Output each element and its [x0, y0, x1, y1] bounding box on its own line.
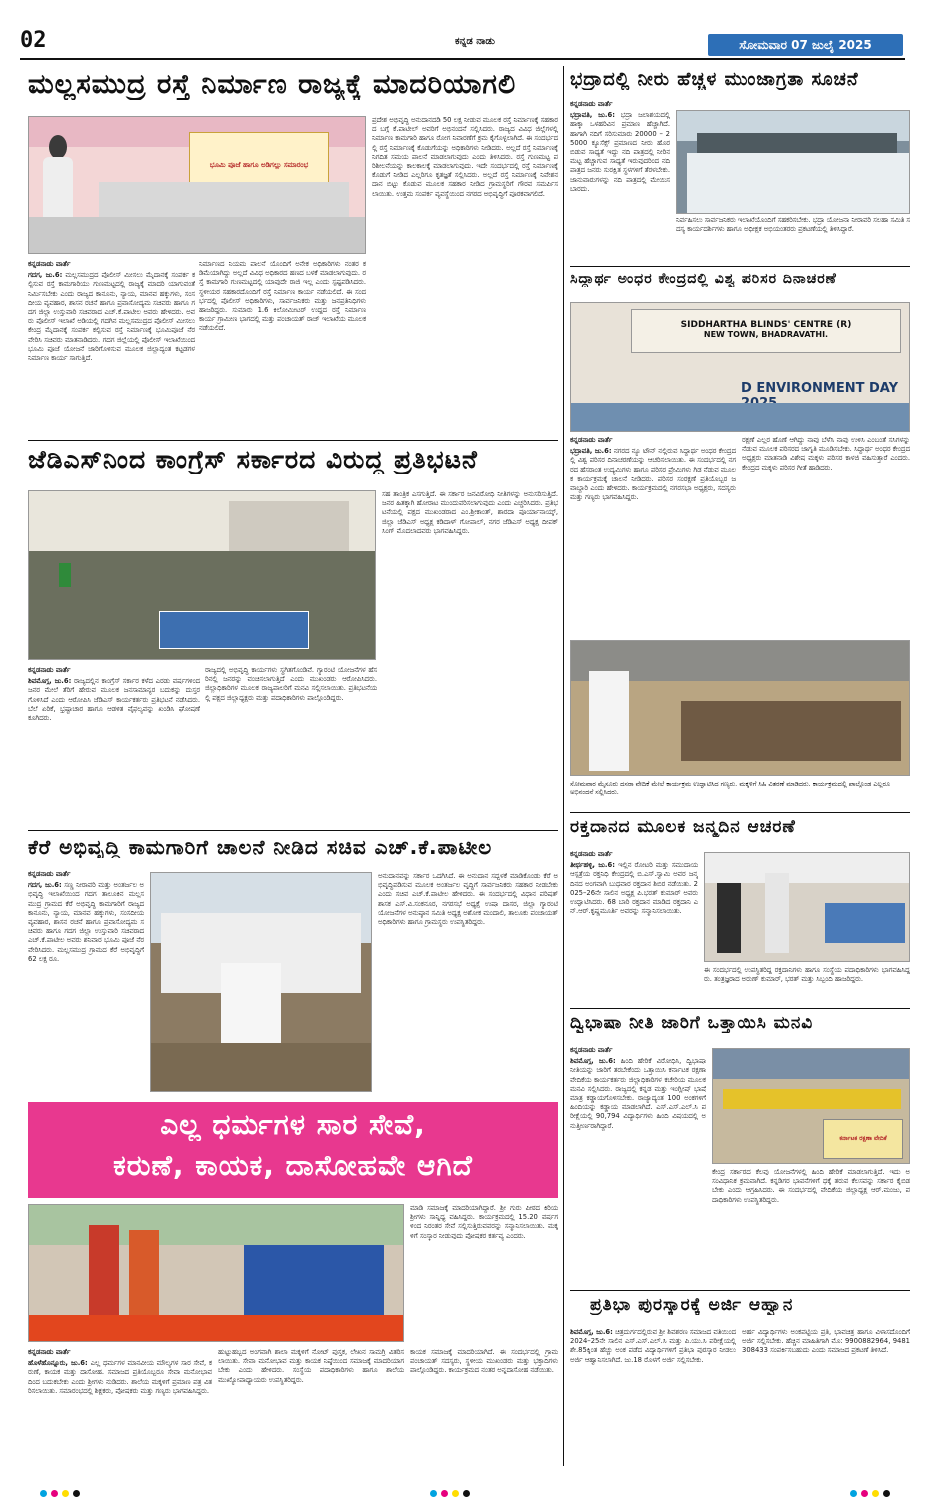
- blood-col: ಕನ್ನಡನಾಡು ವಾರ್ತೆ ತೀರ್ಥಹಳ್ಳಿ, ಜು.6: ಇಲ್ಲಿನ ರೋಟರಿ ಮತ್ತು ಸಮುದಾಯ ಆಸ್ಪತ್ರೆಯ ರಕ್ತನಿಧಿ ಕೇಂದ್ರದಲ್ಲಿ ಬಿ.ಎಸ್.ಸ್ವಾಮಿ ಅವರ ಜನ್ಮದಿನದ ಅಂಗವಾಗಿ ಬುಧವಾರ ರಕ್ತದಾನ ಶಿಬಿರ ನಡೆಯಿತು. 2025–26ನೇ ಸಾಲಿನ ಅಧ್ಯಕ್ಷ ಪಿ.ಭರತ್ ಕುಮಾರ್ ಅವರು ಉದ್ಘಾಟಿಸಿದರು. 68 ಬಾರಿ ರಕ್ತದಾನ ಮಾಡಿದ ರಕ್ತದಾನಿ ಎನ್.ಆರ್.ಕೃಷ್ಣಮೂರ್ತಿ ಅವರನ್ನು ಸನ್ಮಾನಿಸಲಾಯಿತು.: [570, 850, 698, 916]
- protest-col1: ಕನ್ನಡನಾಡು ವಾರ್ತೆ ಶಿವಮೊಗ್ಗ, ಜು.6: ರಾಜ್ಯದಲ್ಲಿನ ಕಾಂಗ್ರೆಸ್ ಸರ್ಕಾರ ಕಳೆದ ಎರಡು ವರ್ಷಗಳಿಂದ ಜನರ ಮೇಲೆ ತೆರಿಗೆ ಹೇರುವ ಮೂಲಕ ಜನಸಾಮಾನ್ಯರ ಬದುಕನ್ನು ದುಸ್ತರಗೊಳಿಸಿದೆ ಎಂದು ಆರೋಪಿಸಿ ಜೆಡಿಎಸ್ ಕಾರ್ಯಕರ್ತರು ಪ್ರತಿಭಟನೆ ನಡೆಸಿದರು. ಬೆಲೆ ಏರಿಕೆ, ಭ್ರಷ್ಟಾಚಾರ ಹಾಗೂ ಆಡಳಿತ ವೈಫಲ್ಯವನ್ನು ಖಂಡಿಸಿ ಘೋಷಣೆ ಕೂಗಿದರು.: [28, 666, 200, 723]
- award-col2: ಅರ್ಹ ವಿದ್ಯಾರ್ಥಿಗಳು ಅಂಕಪಟ್ಟಿಯ ಪ್ರತಿ, ಭಾವಚಿತ್ರ ಹಾಗೂ ವಿಳಾಸದೊಂದಿಗೆ ಅರ್ಜಿ ಸಲ್ಲಿಸಬೇಕು. ಹೆಚ್ಚಿನ ಮಾಹಿತಿಗಾಗಿ ಮೊ: 9900882964, 9481308433 ಸಂಪರ್ಕಿಸಬಹುದು ಎಂದು ಸಮಾಜದ ಪ್ರಕಟಣೆ ತಿಳಿಸಿದೆ.: [742, 1328, 910, 1355]
- env-banner-line3: D ENVIRONMENT DAY: [741, 381, 899, 396]
- water-col-bottom: ನಿರ್ವಹಿಸಲು ಸಾರ್ವಜನಿಕರು ಇಲಾಖೆಯೊಂದಿಗೆ ಸಹಕರಿಸಬೇಕು. ಭದ್ರಾ ಯೋಜನಾ ನೀರಾವರಿ ಸಲಹಾ ಸಮಿತಿ ಸದಸ್ಯ ಕಾರ್ಯದರ್ಶಿಗಳು ಹಾಗೂ ಅಧೀಕ್ಷಕ ಅಭಿಯಂತರರು ಪ್ರಕಟಣೆಯಲ್ಲಿ ತಿಳಿಸಿದ್ದಾರೆ.: [676, 216, 910, 234]
- dharma-photo: [28, 1204, 404, 1342]
- paper-name: ಕನ್ನಡ ನಾಡು: [455, 36, 495, 47]
- cmyk-marks-center: [430, 1482, 474, 1501]
- env-photo-2: [570, 640, 910, 776]
- env-col1: ಕನ್ನಡನಾಡು ವಾರ್ತೆ ಭದ್ರಾವತಿ, ಜು.6: ನಗರದ ನ್ಯೂ ಟೌನ್ ನಲ್ಲಿರುವ ಸಿದ್ಧಾರ್ಥ ಅಂಧರ ಕೇಂದ್ರದಲ್ಲಿ ವಿಶ್ವ ಪರಿಸರ ದಿನಾಚರಣೆಯನ್ನು ಆಚರಿಸಲಾಯಿತು. ಈ ಸಂದರ್ಭದಲ್ಲಿ ನಗರದ ಹೆಸರಾಂತ ಉದ್ಯಮಿಗಳು ಹಾಗೂ ಪರಿಸರ ಪ್ರೇಮಿಗಳು ಗಿಡ ನೆಡುವ ಮೂಲಕ ಕಾರ್ಯಕ್ರಮಕ್ಕೆ ಚಾಲನೆ ನೀಡಿದರು. ಪರಿಸರ ಸಂರಕ್ಷಣೆ ಪ್ರತಿಯೊಬ್ಬರ ಜವಾಬ್ದಾರಿ ಎಂದು ಹೇಳಿದರು. ಕಾರ್ಯಕ್ರಮದಲ್ಲಿ ನಗರಸಭಾ ಅಧ್ಯಕ್ಷರು, ಸದಸ್ಯರು ಮತ್ತು ಗಣ್ಯರು ಭಾಗವಹಿಸಿದ್ದರು.: [570, 436, 736, 502]
- road-col3: ಪ್ರದೇಶ ಅಭಿವೃದ್ಧಿ ಅನುದಾನದಡಿ 50 ಲಕ್ಷ ನೀಡುವ ಮೂಲಕ ರಸ್ತೆ ನಿರ್ಮಾಣಕ್ಕೆ ಸಹಕಾರದ ಬಗ್ಗೆ ಕೆ.ಪಾಟೀಲ್ ಅವರಿಗೆ ಅಭಿನಂದನೆ ಸಲ್ಲಿಸಿದರು. ರಾಜ್ಯದ ವಿವಿಧ ಜಿಲ್ಲೆಗಳಲ್ಲಿ ನಿರ್ಮಾಣ ಕಾಮಗಾರಿ ಹಾಗೂ ರೋಗ ನಿವಾರಣೆಗೆ ಕ್ರಮ ಕೈಗೊಳ್ಳಲಾಗಿದೆ. ಈ ಸಂದರ್ಭದಲ್ಲಿ ರಸ್ತೆ ನಿರ್ಮಾಣಕ್ಕೆ ಕೊಡುಗೆಯನ್ನು ಅಧಿಕಾರಿಗಳು ನೀಡಿದರು. ಅಲ್ಲದೆ ರಸ್ತೆ ನಿರ್ಮಾಣಕ್ಕೆ ನಿಗದಿತ ಸಮಯ ಪಾಲನೆ ಮಾಡಲಾಗುವುದು ಎಂದು ತಿಳಿಸಿದರು. ರಸ್ತೆ ಗುಣಮಟ್ಟ ಪರಿಶೀಲನೆಯನ್ನು ಕಾಲಕಾಲಕ್ಕೆ ಮಾಡಲಾಗುವುದು. ಇದೇ ಸಂದರ್ಭದಲ್ಲಿ ರಸ್ತೆ ನಿರ್ಮಾಣಕ್ಕೆ ಕೊಡುಗೆ ನೀಡಿದ ಎಲ್ಲರಿಗೂ ಕೃತಜ್ಞತೆ ಸಲ್ಲಿಸಿದರು. ಅಲ್ಲದೆ ರಸ್ತೆ ನಿರ್ಮಾಣಕ್ಕೆ ನಿವೇಶನ ದಾನ ಬಿಟ್ಟು ಕೊಡುವ ಮೂಲಕ ಸಹಕಾರ ನೀಡಿದ ಗ್ರಾಮಸ್ಥರಿಗೆ ಗೌರವ ಸಮರ್ಪಿಸಲಾಯಿತು. ಉತ್ತಮ ಸಂಪರ್ಕ ವ್ಯವಸ್ಥೆಯಿಂದ ನಗರದ ಅಭಿವೃದ್ಧಿಗೆ ಪೂರಕವಾಗಲಿದೆ.: [372, 116, 558, 198]
- dharma-col4: ಕಾಯಕ ಸಮಾಜಕ್ಕೆ ಮಾದರಿಯಾಗಿದೆ. ಈ ಸಂದರ್ಭದಲ್ಲಿ ಗ್ರಾಮ ಪಂಚಾಯತ್ ಸದಸ್ಯರು, ಸ್ಥಳೀಯ ಮುಖಂಡರು ಮತ್ತು ಭಕ್ತಾದಿಗಳು ಪಾಲ್ಗೊಂಡಿದ್ದರು. ಕಾರ್ಯಕ್ರಮದ ನಂತರ ಅನ್ನದಾಸೋಹ ನಡೆಯಿತು.: [410, 1348, 558, 1375]
- bilingual-col2: ಕೇಂದ್ರ ಸರ್ಕಾರದ ಕೆಲವು ಯೋಜನೆಗಳಲ್ಲಿ ಹಿಂದಿ ಹೇರಿಕೆ ಮಾಡಲಾಗುತ್ತಿದೆ. ಇದು ಅಸಂವಿಧಾನಿಕ ಕ್ರಮವಾಗಿದೆ. ಕನ್ನಡಿಗರ ಭಾವನೆಗಳಿಗೆ ಧಕ್ಕೆ ತರುವ ಕೆಲಸವನ್ನು ಸರ್ಕಾರ ಕೈಬಿಡಬೇಕು ಎಂದು ಆಗ್ರಹಿಸಿದರು. ಈ ಸಂದರ್ಭದಲ್ಲಿ ವೇದಿಕೆಯ ಜಿಲ್ಲಾಧ್ಯಕ್ಷ ಆರ್.ಮಂಜು, ಪದಾಧಿಕಾರಿಗಳು ಉಪಸ್ಥಿತರಿದ್ದರು.: [712, 1168, 910, 1204]
- blood-col2: ಈ ಸಂದರ್ಭದಲ್ಲಿ ಉಪಸ್ಥಿತರಿದ್ದ ರಕ್ತದಾನಿಗಳು ಹಾಗೂ ಸಂಸ್ಥೆಯ ಪದಾಧಿಕಾರಿಗಳು ಭಾಗವಹಿಸಿದ್ದರು. ತಂತ್ರಜ್ಞರಾದ ಅರುಣ್ ಕುಮಾರ್, ಭರತ್ ಮತ್ತು ಸಿಬ್ಬಂದಿ ಹಾಜರಿದ್ದರು.: [704, 966, 910, 984]
- lake-col2: ಅನುದಾನವನ್ನು ಸರ್ಕಾರ ಒದಗಿಸಿದೆ. ಈ ಅನುದಾನ ಸದ್ಬಳಕೆ ಮಾಡಿಕೊಂಡು ಕೆರೆ ಅಭಿವೃದ್ಧಿಪಡಿಸುವ ಮೂಲಕ ಅಂತರ್ಜಲ ವೃದ್ಧಿಗೆ ಸಾರ್ವಜನಿಕರು ಸಹಕಾರ ನೀಡಬೇಕು ಎಂದು ಸಚಿವ ಎಚ್.ಕೆ.ಪಾಟೀಲ ಹೇಳಿದರು. ಈ ಸಂದರ್ಭದಲ್ಲಿ ವಿಧಾನ ಪರಿಷತ್ ಶಾಸಕ ಎಸ್.ವಿ.ಸಂಕನೂರ, ನಗರಸಭೆ ಅಧ್ಯಕ್ಷೆ ಉಷಾ ದಾಸರ, ಜಿಲ್ಲಾ ಗ್ಯಾರಂಟಿ ಯೋಜನೆಗಳ ಅನುಷ್ಠಾನ ಸಮಿತಿ ಅಧ್ಯಕ್ಷ ಅಶೋಕ ಮಂದಾಲಿ, ತಾಲೂಕು ಪಂಚಾಯತ್ ಅಧಿಕಾರಿಗಳು ಹಾಗೂ ಗ್ರಾಮಸ್ಥರು ಉಪಸ್ಥಿತರಿದ್ದರು.: [378, 872, 558, 927]
- lake-photo: [150, 872, 372, 1092]
- env-photo: [570, 302, 910, 432]
- bilingual-headline: ದ್ವಿಭಾಷಾ ನೀತಿ ಜಾರಿಗೆ ಒತ್ತಾಯಿಸಿ ಮನವಿ: [570, 1014, 814, 1033]
- protest-col3: ಸಹ ತಾಂತ್ರಿಕ ಎಸಗುತ್ತಿದೆ. ಈ ಸರ್ಕಾರ ಜನವಿರೋಧಿ ನೀತಿಗಳನ್ನು ಅನುಸರಿಸುತ್ತಿದೆ. ಜನರ ಹಿತಕ್ಕಾಗಿ ಹೋರಾಟ ಮುಂದುವರಿಸಲಾಗುವುದು ಎಂದು ಎಚ್ಚರಿಸಿದರು. ಪ್ರತಿಭಟನೆಯಲ್ಲಿ ಪಕ್ಷದ ಮುಖಂಡರಾದ ಎಂ.ಶ್ರೀಕಾಂತ್, ಶಾರದಾ ಪೂರ್ಯಾನಾಯ್ಕ್, ಜಿಲ್ಲಾ ಜೆಡಿಎಸ್ ಅಧ್ಯಕ್ಷ ಕಡಿದಾಳ್ ಗೋಪಾಲ್, ನಗರ ಜೆಡಿಎಸ್ ಅಧ್ಯಕ್ಷ ದೀಪಕ್ ಸಿಂಗ್ ಮೊದಲಾದವರು ಭಾಗವಹಿಸಿದ್ದರು.: [382, 490, 558, 535]
- date-box: ಸೋಮವಾರ 07 ಜುಲೈ 2025: [708, 34, 903, 56]
- award-headline: ಪ್ರತಿಭಾ ಪುರಸ್ಕಾರಕ್ಕೆ ಅರ್ಜಿ ಆಹ್ವಾನ: [590, 1296, 794, 1315]
- dharma-headline-line2: ಕರುಣೆ, ಕಾಯಕ, ದಾಸೋಹವೇ ಆಗಿದೆ: [113, 1150, 473, 1182]
- road-headline: ಮಲ್ಲಸಮುದ್ರ ರಸ್ತೆ ನಿರ್ಮಾಣ ರಾಜ್ಯಕ್ಕೆ ಮಾದರಿಯಾಗಲಿ: [28, 70, 517, 100]
- dam-photo: [676, 110, 910, 214]
- env-headline: ಸಿದ್ಧಾರ್ಥ ಅಂಧರ ಕೇಂದ್ರದಲ್ಲಿ ವಿಶ್ವ ಪರಿಸರ ದಿನಾಚರಣೆ: [570, 272, 837, 287]
- env-col2: ರಕ್ಷಣೆ ಎಲ್ಲರ ಹೊಣೆ ಆಗಿದ್ದು ನಾವು ಬೆಳೆಸಿ ನಾವು ಉಳಿಸಿ ಎಂಬಂತೆ ಸಸಿಗಳನ್ನು ನೆಡುವ ಮೂಲಕ ಪರಿಸರದ ಜಾಗೃತಿ ಮೂಡಿಸಬೇಕು. ಸಿದ್ಧಾರ್ಥ ಅಂಧರ ಕೇಂದ್ರದ ಅಧ್ಯಕ್ಷರು ಮಾತನಾಡಿ ವಿಶೇಷ ಮಕ್ಕಳು ಪರಿಸರ ಕಾಳಜಿ ವಹಿಸುತ್ತಾರೆ ಎಂದರು. ಕೇಂದ್ರದ ಮಕ್ಕಳು ಪರಿಸರ ಗೀತೆ ಹಾಡಿದರು.: [742, 436, 910, 472]
- env-caption: ಸೋಮವಾರ ಮೈಸೂರು ದಸರಾ ವೇದಿಕೆ ಮೇಲೆ ಕಾರ್ಯಕ್ರಮ ಉದ್ಘಾಟಿಸಿದ ಗಣ್ಯರು. ಮಕ್ಕಳಿಗೆ ಸಿಹಿ ವಿತರಣೆ ಮಾಡಿದರು. ಕಾರ್ಯಕ್ರಮದಲ್ಲಿ ಪಾಲ್ಗೊಂಡ ಎಲ್ಲರೂ ಅಭಿನಂದನೆ ಸಲ್ಲಿಸಿದರು.: [570, 780, 891, 796]
- road-col2: ನಿರ್ಮಾಣದ ನಿಯಮ ಪಾಲನೆ ಯೊಂದಿಗೆ ಅನೇಕ ಅಧಿಕಾರಿಗಳು ನಂತರ ಕಡಿಮೆಯಾಗಿದ್ದು ಅಲ್ಲದೆ ವಿವಿಧ ಅಧಿಕಾರದ ಹಣದ ಬಳಕೆ ಮಾಡಲಾಗುವುದು. ರಸ್ತೆ ಕಾಮಗಾರಿ ಗುಣಮಟ್ಟದಲ್ಲಿ ಯಾವುದೇ ರಾಜಿ ಇಲ್ಲ ಎಂದು ಸ್ಪಷ್ಟಪಡಿಸಿದರು. ಸ್ಥಳೀಯರ ಸಹಕಾರದೊಂದಿಗೆ ರಸ್ತೆ ನಿರ್ಮಾಣ ಕಾರ್ಯ ನಡೆಯಲಿದೆ. ಈ ಸಂದರ್ಭದಲ್ಲಿ ಪೊಲೀಸ್ ಅಧಿಕಾರಿಗಳು, ಸಾರ್ವಜನಿಕರು ಮತ್ತು ಜನಪ್ರತಿನಿಧಿಗಳು ಹಾಜರಿದ್ದರು. ಸುಮಾರು 1.6 ಕಿಲೋಮೀಟರ್ ಉದ್ದದ ರಸ್ತೆ ನಿರ್ಮಾಣ ಕಾರ್ಯ ಗ್ರಾಮೀಣ ಭಾಗದಲ್ಲಿ ಮತ್ತು ಪಂಚಾಯತ್ ರಾಜ್ ಇಲಾಖೆಯ ಮೂಲಕ ನಡೆಯಲಿದೆ.: [199, 260, 366, 333]
- protest-photo: [28, 490, 376, 660]
- road-banner-text: ಭೂಮಿ ಪೂಜೆ ಹಾಗೂ ಅಡಿಗಲ್ಲು ಸಮಾರಂಭ: [209, 161, 309, 169]
- road-photo: [28, 116, 366, 254]
- lake-col1: ಕನ್ನಡನಾಡು ವಾರ್ತೆ ಗದಗ, ಜು.6: ಸಣ್ಣ ನೀರಾವರಿ ಮತ್ತು ಅಂತರ್ಜಲ ಅಭಿವೃದ್ಧಿ ಇಲಾಖೆಯಿಂದ ಗದಗ ತಾಲೂಕಿನ ಮಲ್ಲಸಮುದ್ರ ಗ್ರಾಮದ ಕೆರೆ ಅಭಿವೃದ್ಧಿ ಕಾಮಗಾರಿಗೆ ರಾಜ್ಯದ ಕಾನೂನು, ನ್ಯಾಯ, ಮಾನವ ಹಕ್ಕುಗಳು, ಸಂಸದೀಯ ವ್ಯವಹಾರ, ಶಾಸನ ರಚನೆ ಹಾಗೂ ಪ್ರವಾಸೋದ್ಯಮ ಸಚಿವರು ಹಾಗೂ ಗದಗ ಜಿಲ್ಲಾ ಉಸ್ತುವಾರಿ ಸಚಿವರಾದ ಎಚ್.ಕೆ.ಪಾಟೀಲ ಅವರು ಶನಿವಾರ ಭೂಮಿ ಪೂಜೆ ನೆರವೇರಿಸಿದರು. ಮಲ್ಲಸಮುದ್ರ ಗ್ರಾಮದ ಕೆರೆ ಅಭಿವೃದ್ಧಿಗೆ 62 ಲಕ್ಷ ರೂ.: [28, 870, 144, 963]
- award-col1: ಶಿವಮೊಗ್ಗ, ಜು.6: ಚಿತ್ರದುರ್ಗದಲ್ಲಿರುವ ಶ್ರೀ ಶಿವಶರಣ ಸಮಾಜದ ವತಿಯಿಂದ 2024–25ನೇ ಸಾಲಿನ ಎಸ್.ಎಸ್.ಎಲ್.ಸಿ ಮತ್ತು ಪಿ.ಯು.ಸಿ ಪರೀಕ್ಷೆಯಲ್ಲಿ ಶೇ.85ಕ್ಕಿಂತ ಹೆಚ್ಚು ಅಂಕ ಪಡೆದ ವಿದ್ಯಾರ್ಥಿಗಳಿಗೆ ಪ್ರತಿಭಾ ಪುರಸ್ಕಾರ ನೀಡಲು ಅರ್ಜಿ ಆಹ್ವಾನಿಸಲಾಗಿದೆ. ಜು.18 ರೊಳಗೆ ಅರ್ಜಿ ಸಲ್ಲಿಸಬೇಕು.: [570, 1328, 736, 1364]
- bilingual-photo: [712, 1048, 910, 1164]
- lake-headline: ಕೆರೆ ಅಭಿವೃದ್ಧಿ ಕಾಮಗಾರಿಗೆ ಚಾಲನೆ ನೀಡಿದ ಸಚಿವ ಎಚ್.ಕೆ.ಪಾಟೀಲ: [28, 836, 493, 858]
- masthead-rule: [20, 58, 905, 60]
- water-headline: ಭದ್ರಾದಲ್ಲಿ ನೀರು ಹೆಚ್ಚಳ ಮುಂಜಾಗ್ರತಾ ಸೂಚನೆ: [570, 70, 859, 90]
- blood-photo: [704, 852, 910, 962]
- water-col-top: ಕನ್ನಡನಾಡು ವಾರ್ತೆ ಭದ್ರಾವತಿ, ಜು.6: ಭದ್ರಾ ಜಲಾಶಯದಲ್ಲಿ ಹಾಕ್ಕಾ ಒಳಹರಿವಿನ ಪ್ರಮಾಣ ಹೆಚ್ಚಾಗಿದೆ. ಹಾಗಾಗಿ ನದಿಗೆ ಸರಿಸುಮಾರು 20000 – 25000 ಕ್ಯೂಸೆಕ್ಸ್ ಪ್ರಮಾಣದ ನೀರು ಹೊರಬಿಡುವ ಸಾಧ್ಯತೆ ಇದ್ದು ನದಿ ಪಾತ್ರದಲ್ಲಿ ನೀರಿನ ಮಟ್ಟ ಹೆಚ್ಚಾಗುವ ಸಾಧ್ಯತೆ ಇರುವುದರಿಂದ ನದಿ ಪಾತ್ರದ ಜನರು ಸುರಕ್ಷಿತ ಸ್ಥಳಗಳಿಗೆ ತೆರಳಬೇಕು. ಜಾನುವಾರುಗಳನ್ನು ನದಿ ಪಾತ್ರದಲ್ಲಿ ಮೇಯಿಸಬಾರದು.: [570, 100, 670, 193]
- page-number: 02: [20, 28, 47, 53]
- bilingual-col: ಕನ್ನಡನಾಡು ವಾರ್ತೆ ಶಿವಮೊಗ್ಗ, ಜು.6: ಹಿಂದಿ ಹೇರಿಕೆ ವಿರೋಧಿಸಿ, ದ್ವಿಭಾಷಾ ನೀತಿಯನ್ನು ಜಾರಿಗೆ ತರಬೇಕೆಂದು ಒತ್ತಾಯಿಸಿ ಕರ್ನಾಟಕ ರಕ್ಷಣಾ ವೇದಿಕೆಯ ಕಾರ್ಯಕರ್ತರು ಜಿಲ್ಲಾಧಿಕಾರಿಗಳ ಕಚೇರಿಯ ಮೂಲಕ ಮನವಿ ಸಲ್ಲಿಸಿದರು. ರಾಜ್ಯದಲ್ಲಿ ಕನ್ನಡ ಮತ್ತು ಇಂಗ್ಲೀಷ್ ಭಾಷೆ ಮಾತ್ರ ಕಡ್ಡಾಯಗೊಳಿಸಬೇಕು. ರಾಜ್ಯಾದ್ಯಂತ 100 ಅಂಕಗಳಿಗೆ ಹಿಂದಿಯನ್ನು ಕಡ್ಡಾಯ ಮಾಡಲಾಗಿದೆ. ಎಸ್.ಎಸ್.ಎಲ್.ಸಿ ಪರೀಕ್ಷೆಯಲ್ಲಿ 90,794 ವಿದ್ಯಾರ್ಥಿಗಳು ಹಿಂದಿ ವಿಷಯದಲ್ಲಿ ಅನುತ್ತೀರ್ಣರಾಗಿದ್ದಾರೆ.: [570, 1046, 706, 1130]
- cmyk-marks-left: [40, 1482, 84, 1501]
- protest-headline: ಜೆಡಿಎಸ್‌ನಿಂದ ಕಾಂಗ್ರೆಸ್ ಸರ್ಕಾರದ ವಿರುದ್ಧ ಪ್ರತಿಭಟನೆ: [28, 446, 478, 474]
- cmyk-marks-right: [850, 1482, 894, 1501]
- protest-col2: ರಾಜ್ಯದಲ್ಲಿ ಅಭಿವೃದ್ಧಿ ಕಾರ್ಯಗಳು ಸ್ಥಗಿತಗೊಂಡಿವೆ. ಗ್ಯಾರಂಟಿ ಯೋಜನೆಗಳ ಹೆಸರಿನಲ್ಲಿ ಜನರನ್ನು ವಂಚಿಸಲಾಗುತ್ತಿದೆ ಎಂದು ಮುಖಂಡರು ಆರೋಪಿಸಿದರು. ಜಿಲ್ಲಾಧಿಕಾರಿಗಳ ಮೂಲಕ ರಾಜ್ಯಪಾಲರಿಗೆ ಮನವಿ ಸಲ್ಲಿಸಲಾಯಿತು. ಪ್ರತಿಭಟನೆಯಲ್ಲಿ ಪಕ್ಷದ ಜಿಲ್ಲಾಧ್ಯಕ್ಷರು ಮತ್ತು ಪದಾಧಿಕಾರಿಗಳು ಪಾಲ್ಗೊಂಡಿದ್ದರು.: [205, 666, 377, 702]
- blood-headline: ರಕ್ತದಾನದ ಮೂಲಕ ಜನ್ಮದಿನ ಆಚರಣೆ: [570, 818, 796, 837]
- dharma-col2: ಹುಟ್ಟುಹಬ್ಬದ ಅಂಗವಾಗಿ ಶಾಲಾ ಮಕ್ಕಳಿಗೆ ನೋಟ್ ಪುಸ್ತಕ, ಲೇಖನ ಸಾಮಗ್ರಿ ವಿತರಿಸಲಾಯಿತು. ಸೇವಾ ಮನೋಭಾವ ಮತ್ತು ಕಾಯಕ ನಿಷ್ಠೆಯಿಂದ ಸಮಾಜಕ್ಕೆ ಮಾದರಿಯಾಗಬೇಕು ಎಂದು ಹೇಳಿದರು. ಸಂಸ್ಥೆಯ ಪದಾಧಿಕಾರಿಗಳು ಹಾಗೂ ಶಾಲೆಯ ಮುಖ್ಯೋಪಾಧ್ಯಾಯರು ಉಪಸ್ಥಿತರಿದ್ದರು.: [218, 1348, 404, 1384]
- dharma-col3: ಮಾಡಿ ಸಮಾಜಕ್ಕೆ ಮಾದರಿಯಾಗಿದ್ದಾರೆ. ಶ್ರೀ ಗುರು ಪೀಠದ ಕಿರಿಯ ಶ್ರೀಗಳು ಸಾನ್ನಿಧ್ಯ ವಹಿಸಿದ್ದರು. ಕಾರ್ಯಕ್ರಮದಲ್ಲಿ 15.20 ವರ್ಷಗಳಿಂದ ನಿರಂತರ ಸೇವೆ ಸಲ್ಲಿಸುತ್ತಿರುವವರನ್ನು ಸನ್ಮಾನಿಸಲಾಯಿತು. ಮಕ್ಕಳಿಗೆ ಸಂಸ್ಕಾರ ನೀಡುವುದು ಪೋಷಕರ ಕರ್ತವ್ಯ ಎಂದರು.: [410, 1204, 558, 1240]
- masthead: [0, 0, 945, 60]
- bilingual-banner: ಕರ್ನಾಟಕ ರಕ್ಷಣಾ ವೇದಿಕೆ: [839, 1135, 887, 1142]
- dharma-col1: ಕನ್ನಡನಾಡು ವಾರ್ತೆ ಹೊಳೆಹೊನ್ನೂರು, ಜು.6: ಎಲ್ಲ ಧರ್ಮಗಳ ಮಾನವೀಯ ಮೌಲ್ಯಗಳ ಸಾರ ಸೇವೆ, ಕರುಣೆ, ಕಾಯಕ ಮತ್ತು ದಾಸೋಹ. ಸಮಾಜದ ಪ್ರತಿಯೊಬ್ಬರೂ ಸೇವಾ ಮನೋಭಾವದಿಂದ ಬದುಕಬೇಕು ಎಂದು ಶ್ರೀಗಳು ನುಡಿದರು. ಶಾಲೆಯ ಮಕ್ಕಳಿಗೆ ಪ್ರಮಾಣ ಪತ್ರ ವಿತರಿಸಲಾಯಿತು. ಸಮಾರಂಭದಲ್ಲಿ ಶಿಕ್ಷಕರು, ಪೋಷಕರು ಮತ್ತು ಗಣ್ಯರು ಭಾಗವಹಿಸಿದ್ದರು.: [28, 1348, 212, 1395]
- road-col1: ಕನ್ನಡನಾಡು ವಾರ್ತೆ ಗದಗ, ಜು.6: ಮಲ್ಲಸಮುದ್ರದ ಪೊಲೀಸ್ ಮೀಸಲು ಮೈದಾನಕ್ಕೆ ಸಂಪರ್ಕ ಕಲ್ಪಿಸುವ ರಸ್ತೆ ಕಾಮಗಾರಿಯು ಗುಣಮಟ್ಟದಲ್ಲಿ ರಾಜ್ಯಕ್ಕೆ ಮಾದರಿ ಯಾಗುವಂತೆ ನಿರ್ಮಿಸಬೇಕು ಎಂದು ರಾಜ್ಯದ ಕಾನೂನು, ನ್ಯಾಯ, ಮಾನವ ಹಕ್ಕುಗಳು, ಸಂಸದೀಯ ವ್ಯವಹಾರ, ಶಾಸನ ರಚನೆ ಹಾಗೂ ಪ್ರವಾಸೋದ್ಯಮ ಸಚಿವರು ಹಾಗೂ ಗದಗ ಜಿಲ್ಲಾ ಉಸ್ತುವಾರಿ ಸಚಿವರಾದ ಎಚ್.ಕೆ.ಪಾಟೀಲ ಅವರು ಹೇಳಿದರು. ಅವರು ಪೊಲೀಸ್ ಇಲಾಖೆ ಅಡಿಯಲ್ಲಿ ಗದಗಿನ ಮಲ್ಲಸಮುದ್ರದ ಪೊಲೀಸ್ ಮೀಸಲು ಕೇಂದ್ರ ಮೈದಾನಕ್ಕೆ ಸಂಪರ್ಕ ಕಲ್ಪಿಸುವ ರಸ್ತೆ ನಿರ್ಮಾಣಕ್ಕೆ ಭೂಮಿಪೂಜೆ ನೆರವೇರಿಸಿ ಸಚಿವರು ಮಾತನಾಡಿದರು. ಗದಗ ಜಿಲ್ಲೆಯಲ್ಲಿ ಪೊಲೀಸ್ ಇಲಾಖೆಯಿಂದ ಭೂಮಿ ಪೂಜೆ ಯೋಜನೆ ಜಾರಿಗೊಳಿಸುವ ಮೂಲಕ ಜಿಲ್ಲಾದ್ಯಂತ ಕಟ್ಟಡಗಳ ನಿರ್ಮಾಣ ಕಾರ್ಯ ಸಾಗುತ್ತಿದೆ.: [28, 260, 195, 363]
- env-banner-line1: SIDDHARTHA BLINDS' CENTRE (R): [680, 320, 852, 330]
- env-banner-line2: NEW TOWN, BHADRAVATHI.: [703, 330, 829, 339]
- dharma-banner: [28, 1102, 558, 1198]
- dharma-headline-line1: ಎಲ್ಲ ಧರ್ಮಗಳ ಸಾರ ಸೇವೆ,: [160, 1110, 426, 1141]
